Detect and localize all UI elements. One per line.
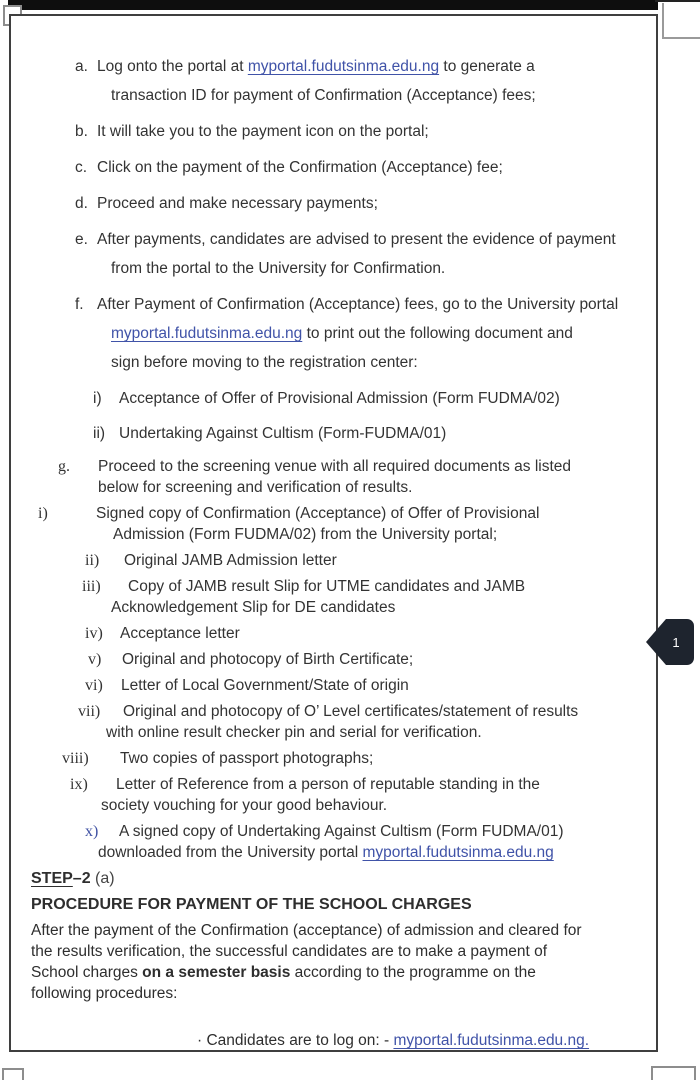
step-2-section bbox=[11, 868, 656, 1052]
item-text: Acknowledgement Slip for DE candidates bbox=[111, 599, 396, 616]
portal-link[interactable]: myportal.fudutsinma.edu.ng bbox=[111, 325, 303, 342]
list-item-ix bbox=[11, 774, 656, 816]
item-marker: b. bbox=[75, 123, 88, 140]
item-text: Two copies of passport photographs; bbox=[120, 750, 374, 767]
item-text: society vouching for your good behaviour. bbox=[101, 797, 388, 814]
corner-mark-bottom-right bbox=[651, 1066, 696, 1080]
list-item-f-ii bbox=[93, 419, 644, 448]
list-item-vi bbox=[11, 675, 656, 696]
list-item-e bbox=[75, 225, 644, 283]
item-text: Signed copy of Confirmation (Acceptance) of Offer of Provisional bbox=[96, 505, 540, 522]
list-item-f-i bbox=[93, 384, 644, 413]
item-text: Copy of JAMB result Slip for UTME candidates and JAMB bbox=[128, 578, 526, 595]
step-2-heading: STEP–2 (a) bbox=[31, 870, 115, 887]
item-text: Letter of Local Government/State of origin bbox=[121, 677, 409, 694]
item-marker: v) bbox=[88, 651, 102, 668]
item-text: myportal.fudutsinma.edu.ng to print out the following document and bbox=[111, 325, 573, 342]
list-item-viii bbox=[11, 748, 656, 769]
item-marker: f. bbox=[75, 296, 84, 313]
corner-mark-bottom-left bbox=[2, 1068, 24, 1080]
item-text: Log onto the portal at myportal.fudutsinma.edu.ng to generate a bbox=[97, 58, 535, 75]
corner-mark-top-right bbox=[662, 3, 700, 39]
item-text: Original and photocopy of Birth Certificate; bbox=[122, 651, 414, 668]
item-text: Undertaking Against Cultism (Form-FUDMA/01) bbox=[119, 425, 447, 442]
item-marker: g. bbox=[58, 458, 70, 475]
item-marker: i) bbox=[38, 505, 48, 522]
item-text: Proceed and make necessary payments; bbox=[97, 195, 378, 212]
page-number-tab[interactable] bbox=[642, 616, 698, 668]
item-text: It will take you to the payment icon on the portal; bbox=[97, 123, 429, 140]
tab-arrow-icon bbox=[646, 619, 694, 665]
item-text: A signed copy of Undertaking Against Cultism (Form FUDMA/01) bbox=[119, 823, 564, 840]
item-text: Acceptance of Offer of Provisional Admission (Form FUDMA/02) bbox=[119, 390, 560, 407]
list-item-a bbox=[75, 52, 644, 110]
item-text: Original JAMB Admission letter bbox=[124, 552, 337, 569]
portal-link[interactable]: myportal.fudutsinma.edu.ng bbox=[247, 58, 440, 75]
list-item-b bbox=[75, 117, 644, 146]
list-item-i bbox=[11, 503, 656, 545]
item-marker: vii) bbox=[78, 703, 101, 720]
item-text: Click on the payment of the Confirmation (Acceptance) fee; bbox=[97, 159, 503, 176]
item-marker: ix) bbox=[70, 776, 88, 793]
steps-a-to-f-list bbox=[11, 52, 656, 448]
list-item-vii bbox=[11, 701, 656, 743]
item-marker: c. bbox=[75, 159, 88, 176]
top-scan-bar bbox=[8, 0, 658, 10]
item-text: sign before moving to the registration center: bbox=[111, 354, 418, 371]
document-page bbox=[9, 14, 658, 1052]
item-text: After payments, candidates are advised to present the evidence of payment bbox=[97, 231, 616, 248]
item-marker: iii) bbox=[82, 578, 101, 595]
list-item-iv bbox=[11, 623, 656, 644]
item-text: below for screening and verification of results. bbox=[98, 479, 413, 496]
page-number-label: 1 bbox=[672, 635, 680, 650]
item-text: Proceed to the screening venue with all required documents as listed bbox=[98, 458, 572, 475]
item-text: After Payment of Confirmation (Acceptance) fees, go to the University portal bbox=[97, 296, 619, 313]
procedure-heading: PROCEDURE FOR PAYMENT OF THE SCHOOL CHARGES bbox=[31, 896, 472, 913]
item-marker: iv) bbox=[85, 625, 103, 642]
item-text: Original and photocopy of O’ Level certificates/statement of results bbox=[123, 703, 579, 720]
item-text: Acceptance letter bbox=[120, 625, 240, 642]
list-item-v bbox=[11, 649, 656, 670]
screening-documents-list bbox=[11, 456, 656, 863]
item-marker: ii) bbox=[85, 552, 100, 569]
item-marker: x) bbox=[85, 823, 99, 840]
list-item-g bbox=[11, 456, 656, 498]
item-marker: viii) bbox=[62, 750, 89, 767]
portal-link[interactable]: myportal.fudutsinma.edu.ng. bbox=[393, 1032, 590, 1049]
item-marker: d. bbox=[75, 195, 88, 212]
item-marker: a. bbox=[75, 58, 88, 75]
item-marker: ii) bbox=[93, 425, 106, 442]
item-marker: i) bbox=[93, 390, 102, 407]
item-text: transaction ID for payment of Confirmation (Acceptance) fees; bbox=[111, 87, 536, 104]
item-marker: vi) bbox=[85, 677, 103, 694]
list-item-ii bbox=[11, 550, 656, 571]
item-text: Letter of Reference from a person of reputable standing in the bbox=[116, 776, 540, 793]
list-item-d bbox=[75, 189, 644, 218]
list-item-c bbox=[75, 153, 644, 182]
top-scan-line bbox=[655, 0, 700, 2]
login-bullet: · Candidates are to log on: - myportal.fudutsinma.edu.ng. bbox=[197, 1032, 590, 1049]
list-item-f bbox=[75, 290, 644, 377]
item-text: downloaded from the University portal myportal.fudutsinma.edu.ng bbox=[98, 844, 554, 861]
item-text: with online result checker pin and serial for verification. bbox=[106, 724, 482, 741]
item-text: from the portal to the University for Confirmation. bbox=[111, 260, 446, 277]
item-marker: e. bbox=[75, 231, 88, 248]
item-text: Admission (Form FUDMA/02) from the University portal; bbox=[113, 526, 498, 543]
procedure-paragraph: After the payment of the Confirmation (acceptance) of admission and cleared for the results verification, the successful candidates are to make a payment of School charges on a semester basis according to the programme on the following procedures: bbox=[31, 922, 582, 1002]
list-item-x bbox=[11, 821, 656, 863]
portal-link[interactable]: myportal.fudutsinma.edu.ng bbox=[362, 844, 554, 861]
list-item-iii bbox=[11, 576, 656, 618]
